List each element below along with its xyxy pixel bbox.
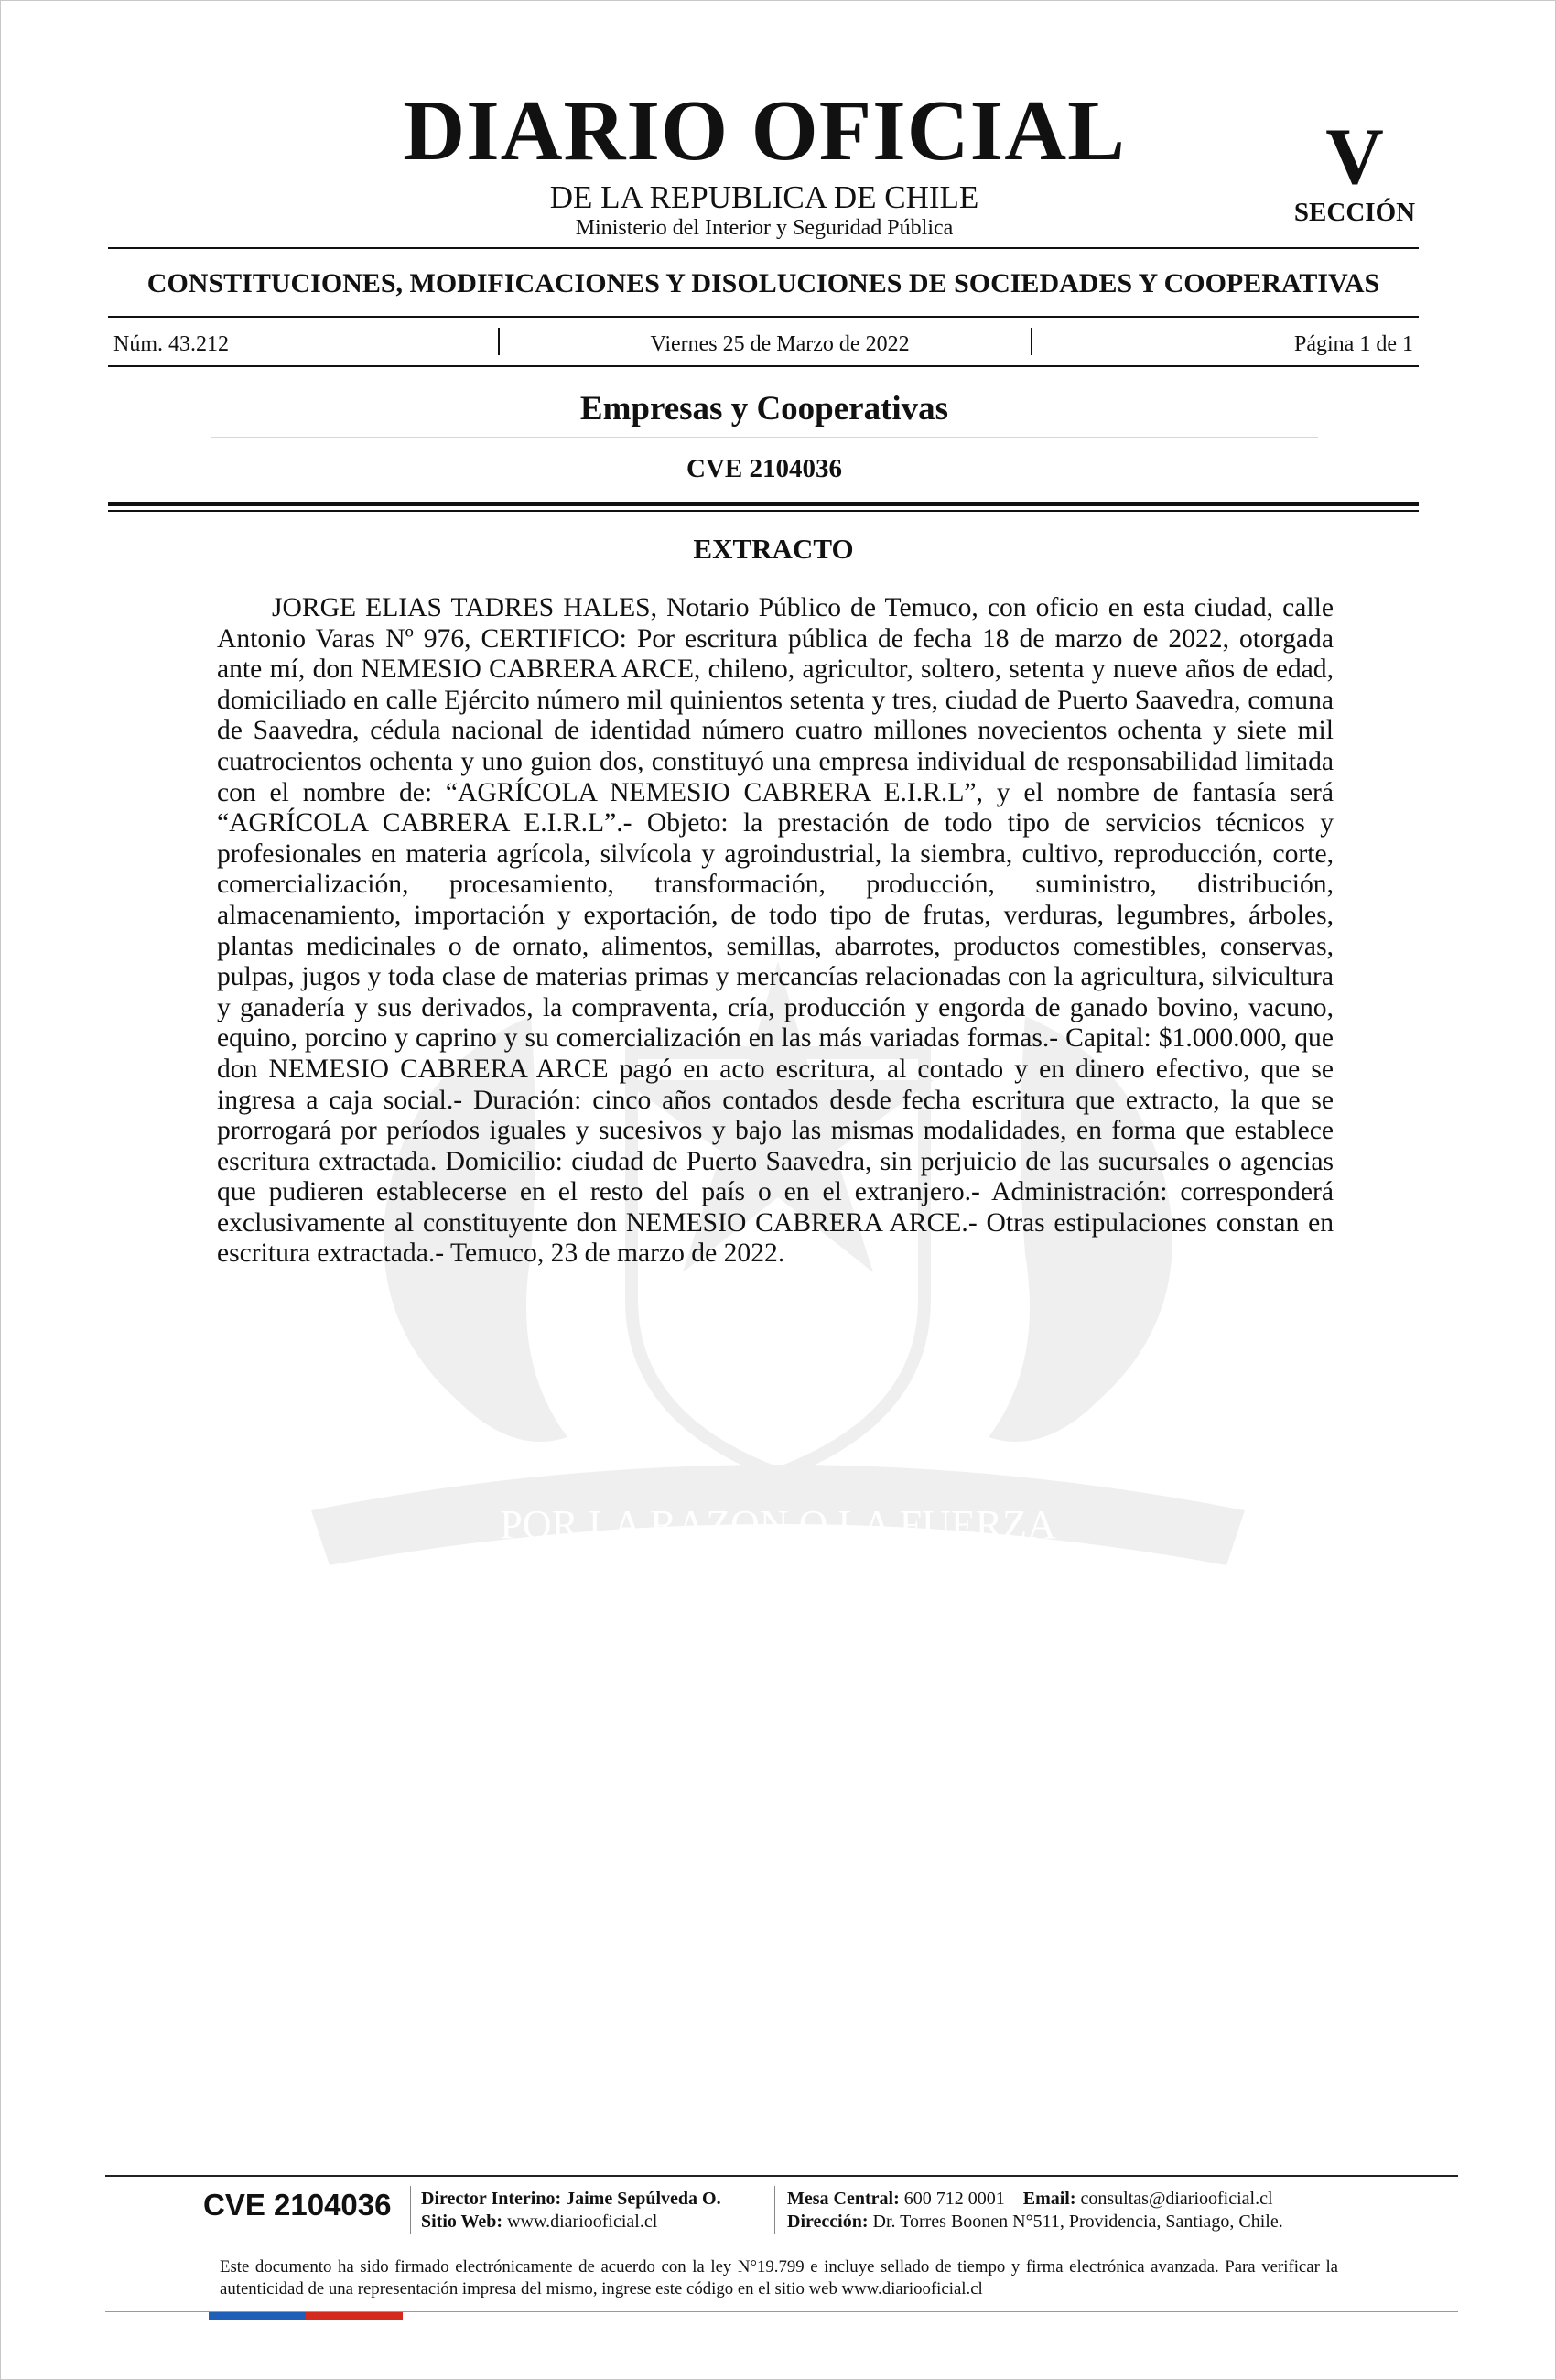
email-label: Email: [1022, 2189, 1076, 2209]
section-letter: V [1325, 113, 1384, 201]
phone-number: 600 712 0001 [903, 2189, 1005, 2209]
thin-rule-under [108, 510, 1419, 512]
issue-date: Viernes 25 de Marzo de 2022 [650, 332, 910, 356]
section-label: SECCIÓN [1293, 198, 1416, 227]
watermark-motto: POR LA RAZON O LA FUERZA [500, 1502, 1056, 1547]
legal-notice: Este documento ha sido firmado electrónicamente de acuerdo con la ley N°19.799 e incluye sellado de tiempo y firma electrónica avanzada. Para verificar la autenticidad de una representación impresa del mismo, ingrese este código en el sitio web www.diariooficial.cl [220, 2257, 1338, 2299]
band-title: CONSTITUCIONES, MODIFICACIONES Y DISOLUCIONES DE SOCIEDADES Y COOPERATIVAS [146, 268, 1380, 298]
section-divider [211, 437, 1318, 438]
footer-rule [105, 2175, 1458, 2177]
meta-rule [108, 365, 1419, 367]
email-link[interactable]: consultas@diariooficial.cl [1080, 2189, 1273, 2209]
issue-number: Núm. 43.212 [113, 332, 229, 356]
footer-separator [410, 2186, 411, 2234]
address-text: Dr. Torres Boonen N°511, Providencia, Santiago, Chile. [872, 2212, 1283, 2232]
issue-meta-row [113, 333, 1413, 355]
cve-code: CVE 2104036 [686, 454, 842, 483]
section-title: Empresas y Cooperativas [579, 390, 949, 427]
flag-stripe-red [306, 2312, 403, 2320]
website-link[interactable]: www.diariooficial.cl [507, 2212, 658, 2232]
extract-body: JORGE ELIAS TADRES HALES, Notario Público de Temuco, con oficio en esta ciudad, calle Antonio Varas Nº 976, CERTIFICO: Por escritura pública de fecha 18 de marzo de 2022, otorgada ante mí, don NEMESIO CABRERA ARCE, chileno, agricultor, soltero, setenta y nueve años de edad, domiciliado en calle Ejército número mil quinientos setenta y tres, ciudad de Puerto Saavedra, comuna de Saavedra, cédula nacional de identidad número cuatro millones novecientos ochenta y siete mil cuatrocientos ochenta y uno guion dos, constituyó una empresa individual de responsabilidad limitada con el nombre de: “AGRÍCOLA NEMESIO CABRERA E.I.R.L”, y el nombre de fantasía será “AGRÍCOLA CABRERA E.I.R.L”.- Objeto: la prestación de todo tipo de servicios técnicos y profesionales en materia agrícola, silvícola y agroindustrial, la siembra, cultivo, reproducción, corte, comercialización, procesamiento, transformación, producción, suministro, distribución, almacenamiento, importación y exportación, de todo tipo de frutas, verduras, legumbres, árboles, plantas medicinales o de ornato, alimentos, semillas, abarrotes, productos comestibles, conservas, pulpas, jugos y toda clase de materias primas y mercancías relacionadas con la agricultura, silvicultura y ganadería y sus derivados, la compraventa, cría, producción y engorda de ganado bovino, vacuno, equino, porcino y caprino y su comercialización en las más variadas formas.- Capital: $1.000.000, que don NEMESIO CABRERA ARCE pagó en acto escritura, al contado y en dinero efectivo, que se ingresa a caja social.- Duración: cinco años contados desde fecha escritura que extracto, la que se prorrogará por períodos iguales y sucesivos y bajo las mismas modalidades, en forma que establece escritura extractada. Domicilio: ciudad de Puerto Saavedra, sin perjuicio de las sucursales o agencias que pudieren establecerse en el resto del país o en el extranjero.- Administración: corresponderá exclusivamente al constituyente don NEMESIO CABRERA ARCE.- Otras estipulaciones constan en escritura extractada.- Temuco, 23 de marzo de 2022. [217, 593, 1334, 1269]
phone-label: Mesa Central: [787, 2189, 900, 2209]
director-name: Jaime Sepúlveda O. [566, 2189, 721, 2209]
band-rule [108, 316, 1419, 318]
meta-separator [498, 328, 500, 355]
meta-separator [1031, 328, 1032, 355]
footer-separator [774, 2186, 775, 2234]
newspaper-subtitle: DE LA REPUBLICA DE CHILE [549, 179, 979, 215]
ministry-line: Ministerio del Interior y Seguridad Pública [575, 216, 954, 240]
newspaper-title: DIARIO OFICIAL [403, 83, 1126, 178]
website-label: Sitio Web: [421, 2212, 503, 2232]
address-label: Dirección: [787, 2212, 869, 2232]
footer-cve-code: CVE 2104036 [203, 2188, 392, 2222]
page-count: Página 1 de 1 [1294, 332, 1413, 356]
document-heading: EXTRACTO [693, 533, 854, 565]
flag-stripe-blue [209, 2312, 306, 2320]
thick-rule [108, 502, 1419, 506]
footer-col-contact [787, 2188, 1283, 2234]
director-label: Director Interino: [421, 2189, 562, 2209]
header-rule [108, 247, 1419, 249]
footer-col-director [421, 2188, 721, 2234]
